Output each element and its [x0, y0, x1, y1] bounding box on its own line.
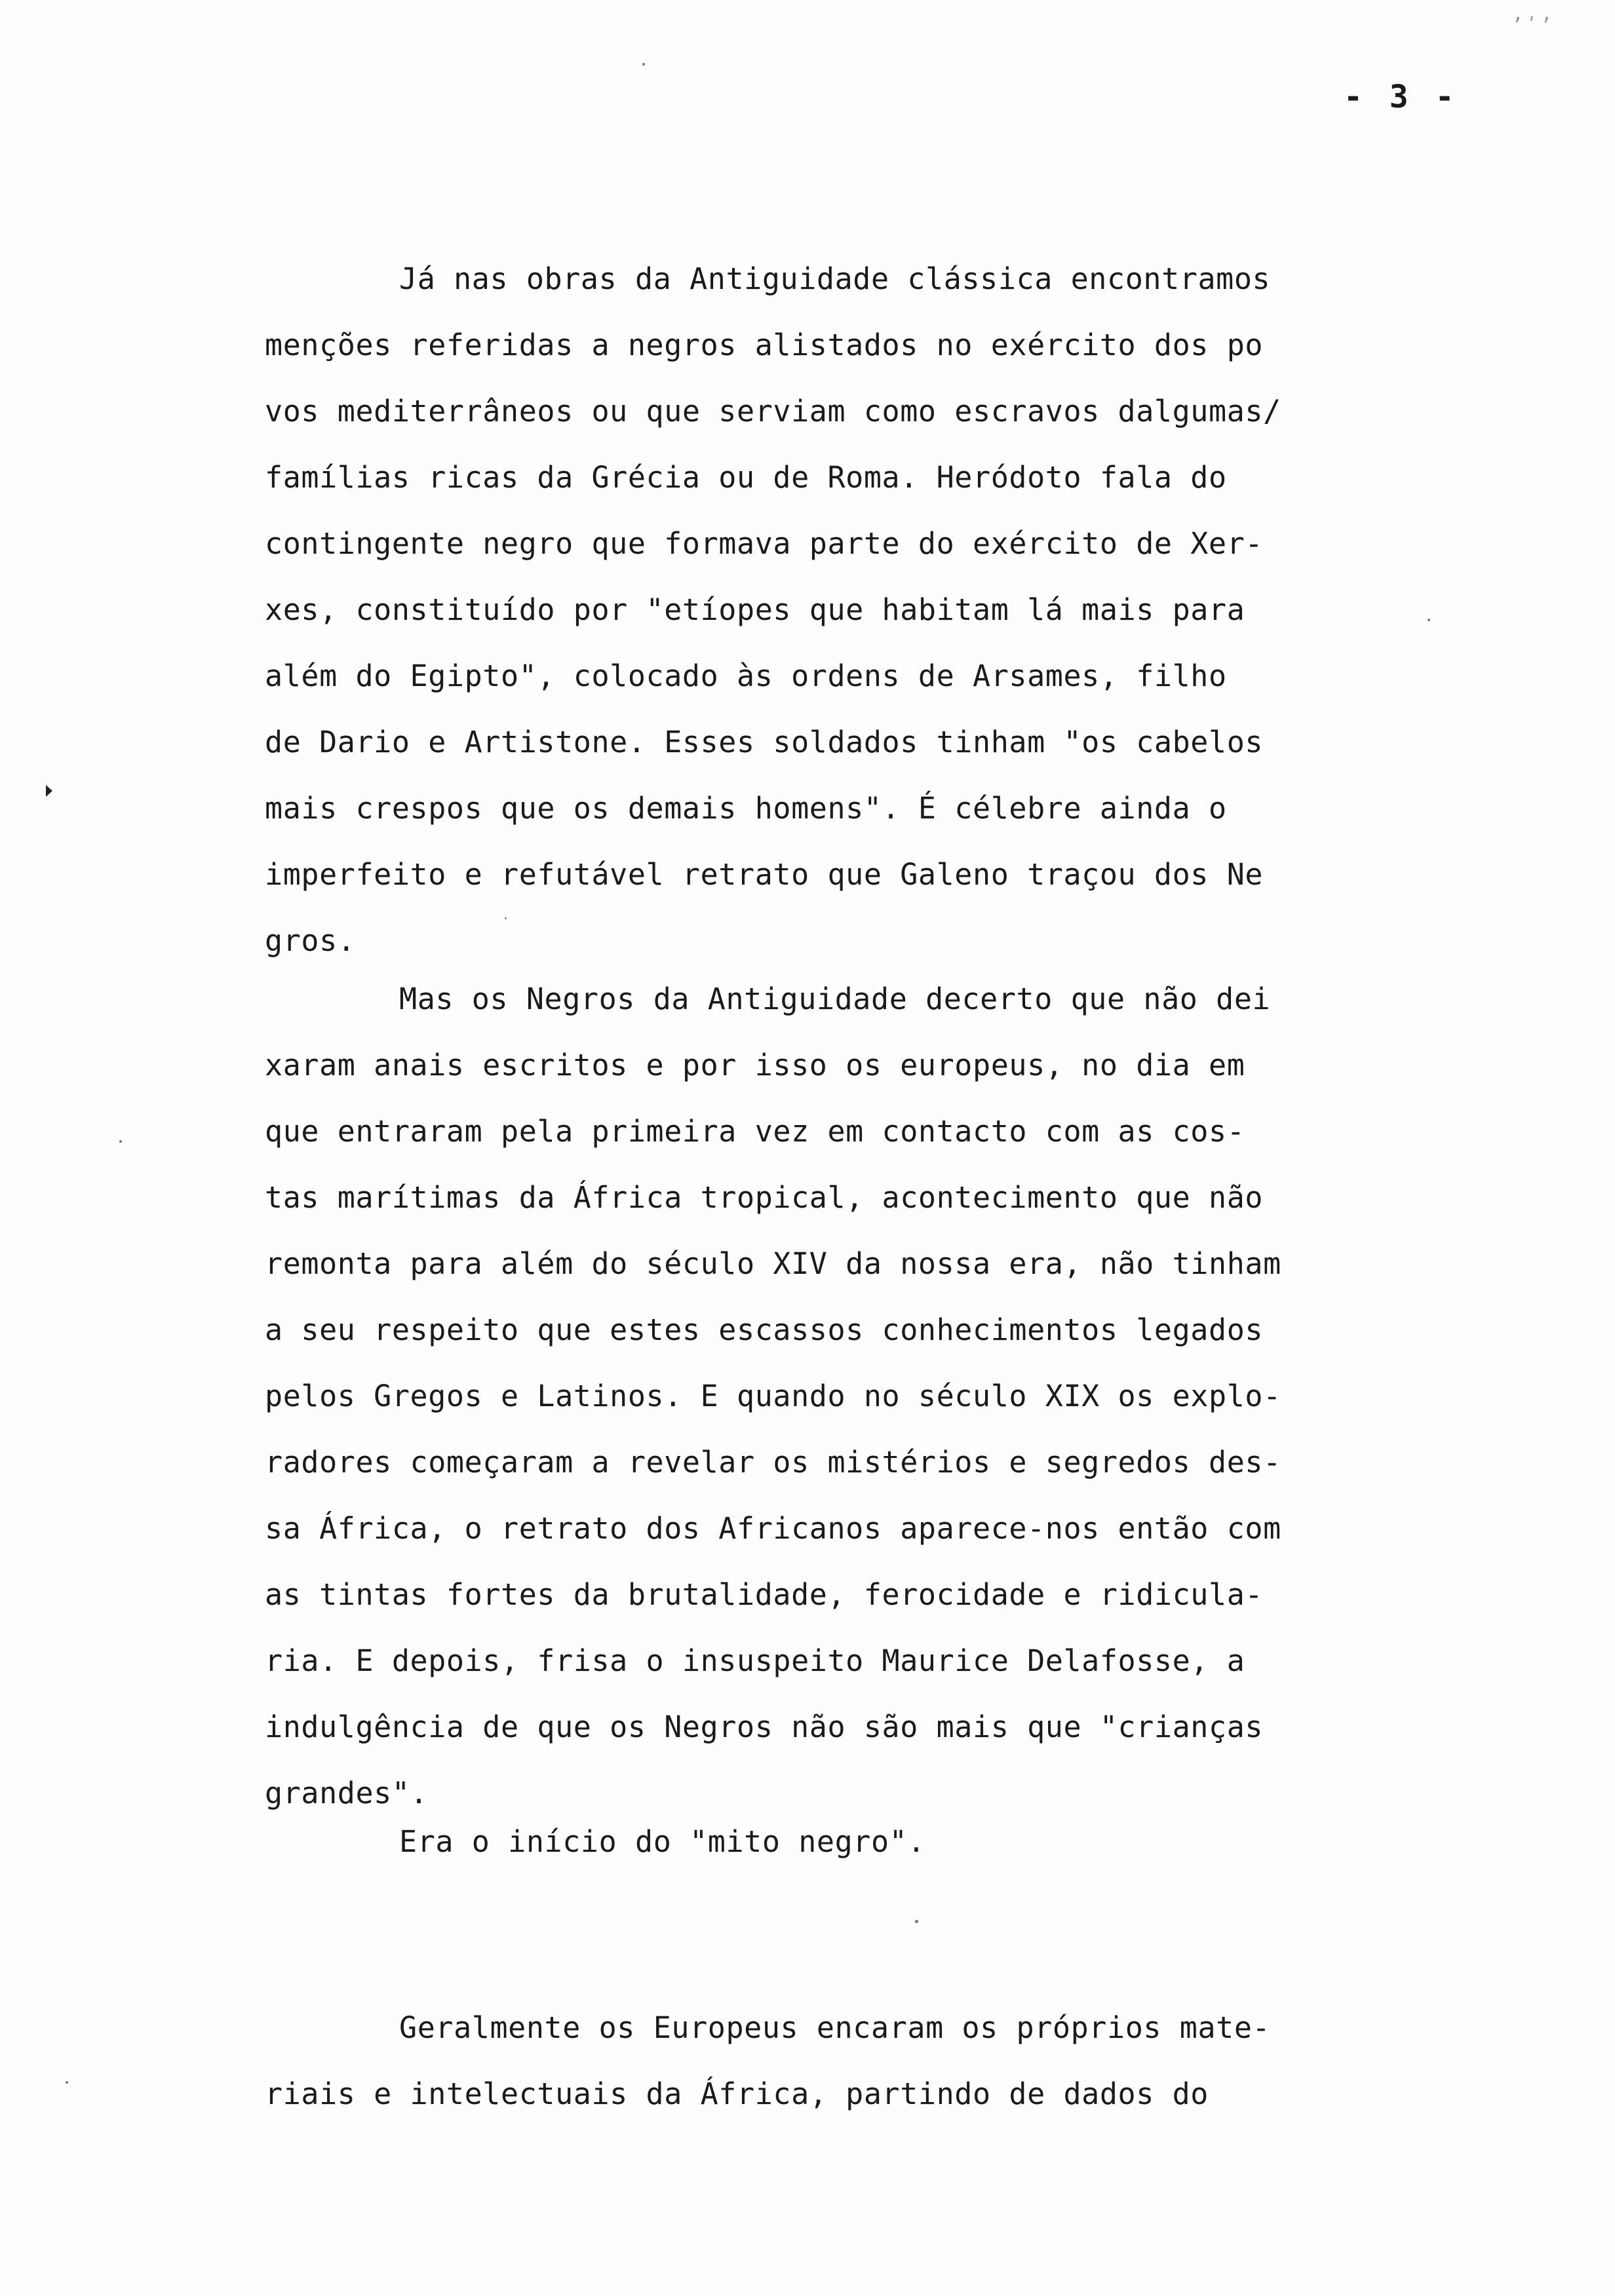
text-line: sa África, o retrato dos Africanos aparece-nos então com	[265, 1511, 1281, 1546]
text-line: as tintas fortes da brutalidade, ferocidade e ridicula-	[265, 1577, 1264, 1612]
scan-speck	[505, 917, 507, 919]
text-line: grandes".	[265, 1776, 429, 1810]
scan-speck	[642, 63, 645, 66]
text-line: radores começaram a revelar os mistérios e segredos des-	[265, 1445, 1281, 1480]
text-line: menções referidas a negros alistados no exército dos po	[265, 328, 1264, 362]
text-line: que entraram pela primeira vez em contacto com as cos-	[265, 1114, 1245, 1149]
text-line: riais e intelectuais da África, partindo de dados do	[265, 2076, 1209, 2111]
text-line: imperfeito e refutável retrato que Galeno traçou dos Ne	[265, 857, 1264, 892]
text-line: famílias ricas da Grécia ou de Roma. Heródoto fala do	[265, 460, 1227, 495]
text-line: a seu respeito que estes escassos conhecimentos legados	[265, 1312, 1264, 1347]
text-line: além do Egipto", colocado às ordens de Arsames, filho	[265, 659, 1227, 693]
text-line: indulgência de que os Negros não são mais que "crianças	[265, 1710, 1264, 1744]
text-line: pelos Gregos e Latinos. E quando no século XIX os explo-	[265, 1379, 1281, 1413]
paragraph-negros-antiguidade	[265, 966, 1379, 1826]
text-line: xaram anais escritos e por isso os europeus, no dia em	[265, 1048, 1245, 1082]
scan-speck	[915, 1920, 918, 1923]
scan-speck	[1428, 619, 1430, 621]
scan-speck	[119, 1140, 122, 1143]
text-line: Já nas obras da Antiguidade clássica encontramos	[399, 261, 1271, 296]
text-line: tas marítimas da África tropical, acontecimento que não	[265, 1180, 1264, 1215]
text-line: Geralmente os Europeus encaram os próprios mate-	[399, 2010, 1271, 2045]
text-line: remonta para além do século XIV da nossa era, não tinham	[265, 1246, 1281, 1281]
text-line: vos mediterrâneos ou que serviam como escravos dalgumas/	[265, 394, 1281, 429]
text-line: Mas os Negros da Antiguidade decerto que não dei	[399, 982, 1271, 1016]
corner-mark: ʼʹʼ	[1511, 14, 1555, 37]
text-line: Era o início do "mito negro".	[399, 1824, 926, 1859]
text-line: de Dario e Artistone. Esses soldados tinham "os cabelos	[265, 725, 1264, 759]
page-number: - 3 -	[1344, 79, 1458, 115]
text-line: contingente negro que formava parte do exército de Xer-	[265, 526, 1264, 561]
text-line: xes, constituído por "etíopes que habitam lá mais para	[265, 592, 1245, 627]
text-line: gros.	[265, 923, 356, 958]
text-line: ria. E depois, frisa o insuspeito Maurice Delafosse, a	[265, 1643, 1245, 1678]
scan-speck	[66, 2081, 68, 2084]
paragraph-europeus	[265, 1995, 1379, 2127]
margin-bullet-icon	[46, 785, 52, 797]
paragraph-antiguidade	[265, 246, 1379, 974]
text-line: mais crespos que os demais homens". É célebre ainda o	[265, 791, 1227, 826]
paragraph-mito-negro	[265, 1808, 1379, 1875]
